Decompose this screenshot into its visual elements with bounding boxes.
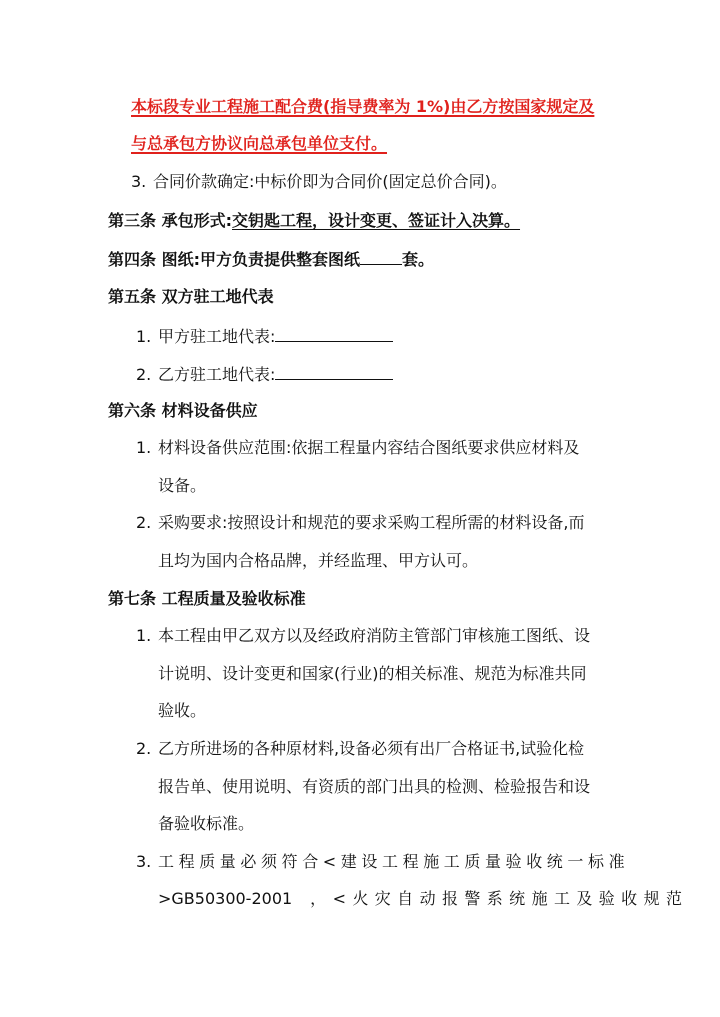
article-heading: 第四条 xyxy=(108,250,157,269)
article-7-heading xyxy=(108,588,306,610)
article-heading: 第六条 xyxy=(108,401,157,420)
contract-price-item xyxy=(131,171,507,193)
list-item-continuation: 设备。 xyxy=(158,476,207,495)
item-text: 工程质量必须符合<建设工程施工质量验收统一标准 xyxy=(158,852,630,871)
item-number: 2. xyxy=(136,513,152,532)
article-5-heading xyxy=(108,286,274,308)
list-item-continuation: 备验收标准。 xyxy=(158,814,255,833)
red-clause-line-2: 与总承包方协议向总承包单位支付。 xyxy=(131,134,388,153)
article-title: 材料设备供应 xyxy=(161,401,258,420)
article-heading: 第三条 xyxy=(108,211,157,230)
list-item-continuation xyxy=(158,888,688,910)
red-clause-line-1: 本标段专业工程施工配合费(指导费率为 1%)由乙方按国家规定及 xyxy=(131,97,595,116)
list-item xyxy=(136,437,579,459)
blank-field xyxy=(360,248,402,265)
list-item xyxy=(136,325,393,348)
list-item-continuation: 验收。 xyxy=(158,701,207,720)
item-text: 乙方所进场的各种原材料,设备必须有出厂合格证书,试验化检 xyxy=(158,739,585,758)
item-text: 合同价款确定:中标价即为合同价(固定总价合同)。 xyxy=(153,172,507,191)
item-number: 1. xyxy=(136,626,152,645)
item-text: 本工程由甲乙双方以及经政府消防主管部门审核施工图纸、设 xyxy=(158,626,591,645)
article-title: 工程质量及验收标准 xyxy=(161,589,306,608)
list-item xyxy=(136,738,584,760)
blank-field xyxy=(275,363,393,380)
article-text: 图纸:甲方负责提供整套图纸 xyxy=(161,250,360,269)
item-text: 材料设备供应范围:依据工程量内容结合图纸要求供应材料及 xyxy=(158,438,580,457)
item-number: 3. xyxy=(136,852,152,871)
list-item xyxy=(136,512,584,534)
item-number: 1. xyxy=(136,327,152,346)
list-item xyxy=(136,625,590,647)
item-text: 乙方驻工地代表: xyxy=(158,365,276,384)
item-number: 2. xyxy=(136,739,152,758)
list-item-continuation: 报告单、使用说明、有资质的部门出具的检测、检验报告和设 xyxy=(158,777,591,796)
item-text: 甲方驻工地代表: xyxy=(158,327,276,346)
article-label: 承包形式: xyxy=(161,211,232,230)
list-item xyxy=(136,363,393,386)
list-item-continuation: 且均为国内合格品牌，并经监理、甲方认可。 xyxy=(158,551,479,570)
article-6-heading xyxy=(108,400,258,422)
item-text: 采购要求:按照设计和规范的要求采购工程所需的材料设备,而 xyxy=(158,513,585,532)
article-3 xyxy=(108,210,526,232)
article-heading: 第七条 xyxy=(108,589,157,608)
article-4 xyxy=(108,248,434,271)
list-item-continuation: 计说明、设计变更和国家(行业)的相关标准、规范为标准共同 xyxy=(158,664,587,683)
item-number: 1. xyxy=(136,438,152,457)
article-heading: 第五条 xyxy=(108,287,157,306)
item-number: 3. xyxy=(131,172,147,191)
article-underlined-text: 交钥匙工程，设计变更、签证计入决算。 xyxy=(232,211,521,230)
article-suffix: 套。 xyxy=(402,250,435,269)
item-number: 2. xyxy=(136,365,152,384)
standard-title: ，<火灾自动报警系统施工及验收规范 xyxy=(310,889,689,908)
list-item xyxy=(136,851,629,873)
article-title: 双方驻工地代表 xyxy=(161,287,274,306)
blank-field xyxy=(275,325,393,342)
standard-code: >GB50300-2001 xyxy=(158,889,293,908)
